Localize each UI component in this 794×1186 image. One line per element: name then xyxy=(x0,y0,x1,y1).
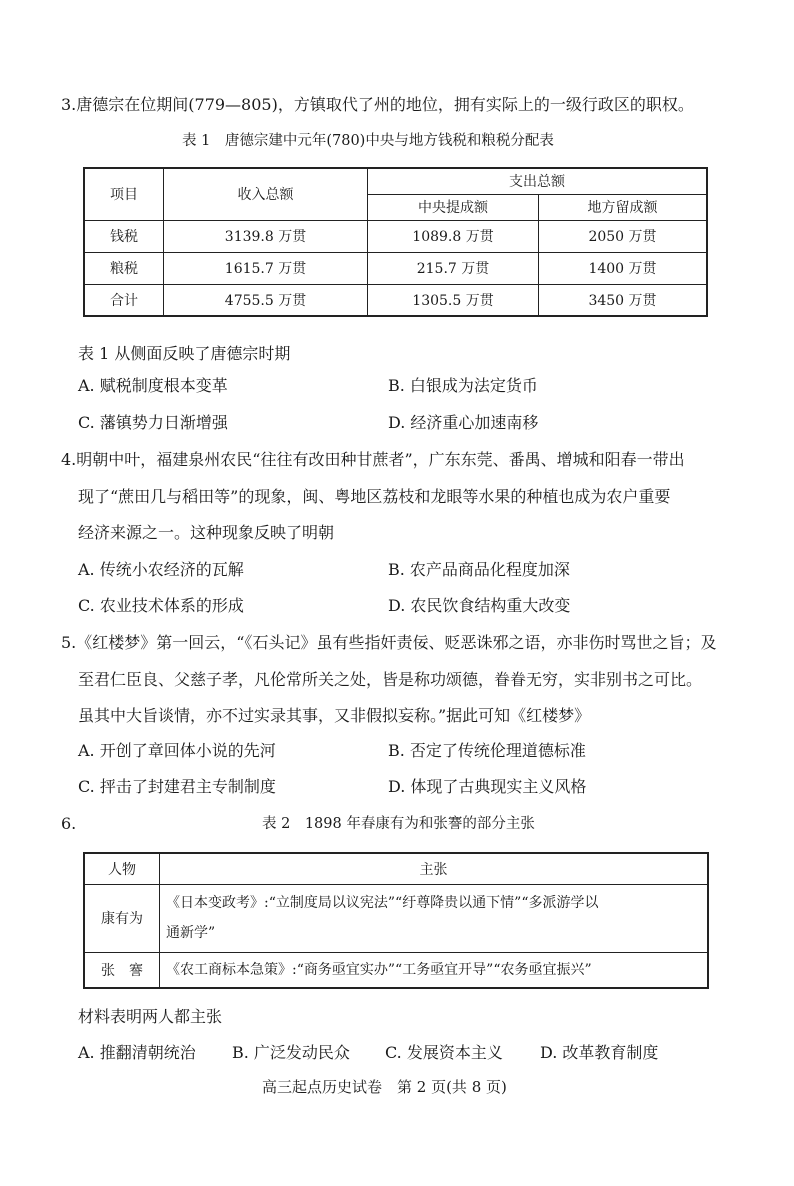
q6-col-person: 人物 xyxy=(84,853,160,884)
q6-option-b: B. 广泛发动民众 xyxy=(232,1043,350,1062)
q5-option-c: C. 抨击了封建君主专制制度 xyxy=(78,777,276,796)
q3-row-central: 1089.8 万贯 xyxy=(368,220,539,252)
q6-row-claim-line1: 《农工商标本急策》:“商务亟宜实办”“工务亟宜开导”“农务亟宜振兴” xyxy=(166,961,592,978)
q3-row-item: 合计 xyxy=(84,284,164,316)
q3-col-expense: 支出总额 xyxy=(368,168,708,194)
q3-row-income: 4755.5 万贯 xyxy=(164,284,368,316)
q4-stem-line2: 现了“蔗田几与稻田等”的现象，闽、粤地区荔枝和龙眼等水果的种植也成为农户重要 xyxy=(78,487,671,506)
q3-stem: 3.唐德宗在位期间(779—805)，方镇取代了州的地位，拥有实际上的一级行政区的职权。 xyxy=(61,95,694,114)
q6-option-c: C. 发展资本主义 xyxy=(385,1043,503,1062)
q6-option-a: A. 推翻清朝统治 xyxy=(78,1043,196,1062)
page-footer: 高三起点历史试卷 第 2 页(共 8 页) xyxy=(262,1078,507,1096)
q3-row-income: 3139.8 万贯 xyxy=(164,220,368,252)
q3-row-central: 215.7 万贯 xyxy=(368,252,539,284)
q4-option-a: A. 传统小农经济的瓦解 xyxy=(78,560,244,579)
q6-number: 6. xyxy=(61,814,77,833)
q6-option-d: D. 改革教育制度 xyxy=(540,1043,659,1062)
q3-row-central: 1305.5 万贯 xyxy=(368,284,539,316)
q5-option-b: B. 否定了传统伦理道德标准 xyxy=(388,741,586,760)
q5-option-d: D. 体现了古典现实主义风格 xyxy=(388,777,587,796)
q6-row-claim xyxy=(160,884,709,952)
q5-stem-line2: 至君仁臣良、父慈子孝，凡伦常所关之处，皆是称功颂德，眷眷无穷，实非别书之可比。 xyxy=(78,670,703,689)
q3-row-item: 钱税 xyxy=(84,220,164,252)
q4-stem-line3: 经济来源之一。这种现象反映了明朝 xyxy=(78,523,335,542)
q6-question: 材料表明两人都主张 xyxy=(78,1007,223,1026)
q3-tax-table xyxy=(83,167,708,317)
q4-option-c: C. 农业技术体系的形成 xyxy=(78,596,244,615)
q6-row-claim-line2: 通新学” xyxy=(166,925,216,941)
q3-col-local: 地方留成额 xyxy=(539,194,708,220)
q3-option-c: C. 藩镇势力日渐增强 xyxy=(78,413,228,432)
q5-option-a: A. 开创了章回体小说的先河 xyxy=(78,741,276,760)
q6-table-caption: 表 2 1898 年春康有为和张謇的部分主张 xyxy=(262,816,535,832)
q3-col-item: 项目 xyxy=(84,168,164,220)
q3-col-central: 中央提成额 xyxy=(368,194,539,220)
q3-row-local: 2050 万贯 xyxy=(539,220,708,252)
q6-row-person: 张 謇 xyxy=(84,952,160,988)
q3-col-income: 收入总额 xyxy=(164,168,368,220)
q5-stem-line1: 5.《红楼梦》第一回云，“《石头记》虽有些指奸责佞、贬恶诛邪之语，亦非伤时骂世之旨；及 xyxy=(61,633,717,652)
q3-table-caption: 表 1 唐德宗建中元年(780)中央与地方钱税和粮税分配表 xyxy=(182,133,554,149)
q6-row-claim xyxy=(160,952,709,988)
q3-option-b: B. 白银成为法定货币 xyxy=(388,376,538,395)
q4-stem-line1: 4.明朝中叶，福建泉州农民“往往有改田种甘蔗者”，广东东莞、番禺、增城和阳春一带出 xyxy=(61,450,685,469)
q3-option-a: A. 赋税制度根本变革 xyxy=(78,376,228,395)
q6-row-claim-line1: 《日本变政考》:“立制度局以议宪法”“纡尊降贵以通下情”“多派游学以 xyxy=(166,895,599,911)
q6-col-claim: 主张 xyxy=(160,853,709,884)
q6-row-person: 康有为 xyxy=(84,884,160,952)
q3-row-local: 3450 万贯 xyxy=(539,284,708,316)
q3-question: 表 1 从侧面反映了唐德宗时期 xyxy=(78,344,291,363)
q4-option-d: D. 农民饮食结构重大改变 xyxy=(388,596,571,615)
q5-stem-line3: 虽其中大旨谈情，亦不过实录其事，又非假拟妄称。”据此可知《红楼梦》 xyxy=(78,706,591,725)
q3-option-d: D. 经济重心加速南移 xyxy=(388,413,539,432)
q3-row-income: 1615.7 万贯 xyxy=(164,252,368,284)
q4-option-b: B. 农产品商品化程度加深 xyxy=(388,560,570,579)
q3-row-item: 粮税 xyxy=(84,252,164,284)
q6-claims-table xyxy=(83,852,709,989)
q3-row-local: 1400 万贯 xyxy=(539,252,708,284)
